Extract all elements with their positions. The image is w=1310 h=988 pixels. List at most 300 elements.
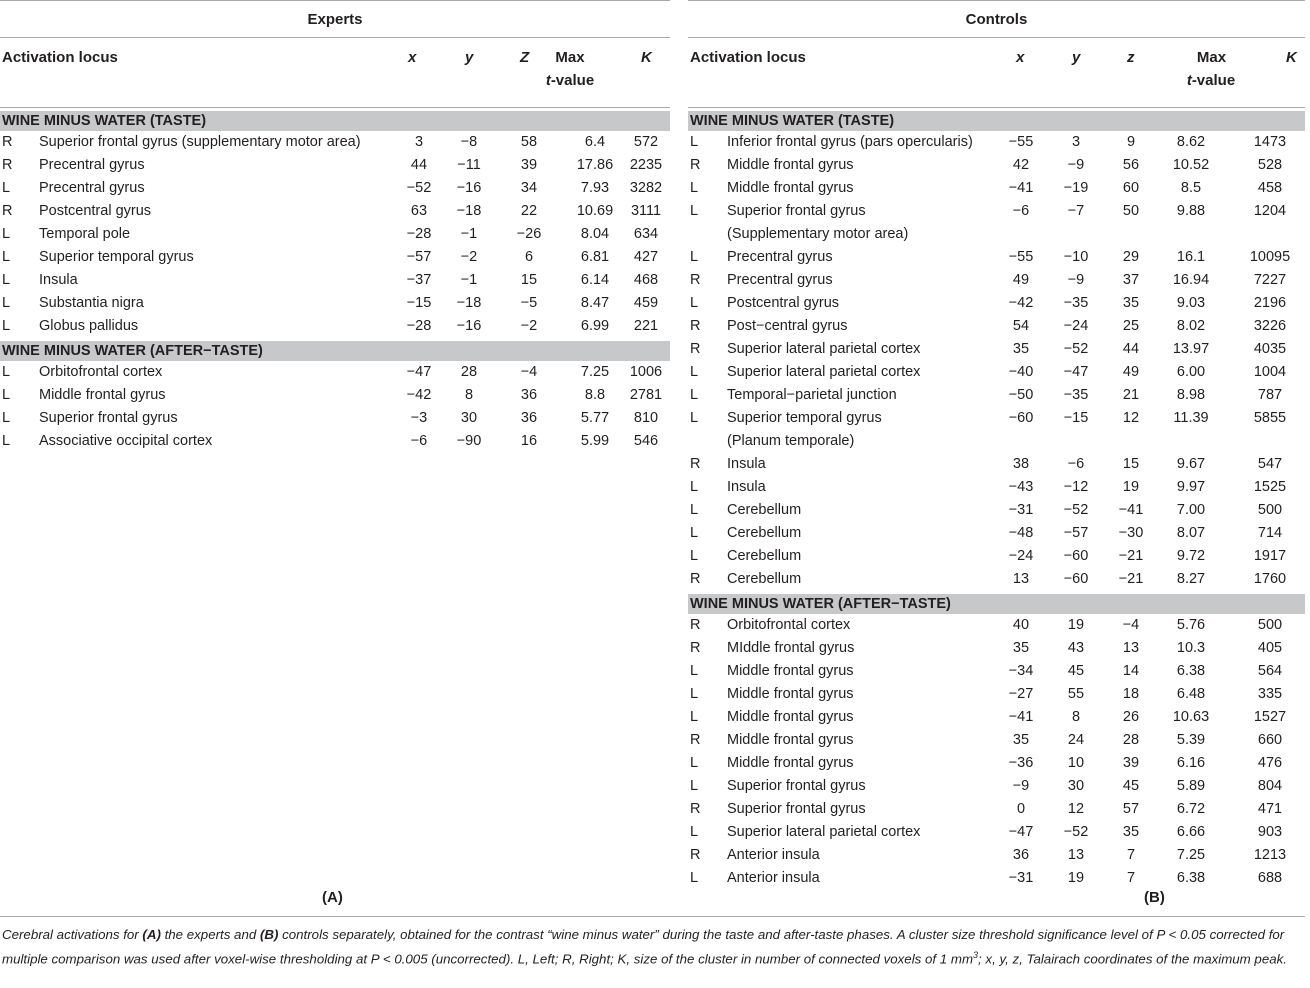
z-cell: 28 bbox=[1122, 732, 1140, 748]
max-t-cell: 5.39 bbox=[1176, 732, 1206, 748]
locus-cell: Middle frontal gyrus bbox=[727, 180, 854, 196]
x-cell: 54 bbox=[1012, 318, 1030, 334]
hemisphere-cell: L bbox=[2, 318, 11, 334]
y-cell: −90 bbox=[456, 433, 482, 449]
y-cell: −9 bbox=[1067, 157, 1085, 173]
y-cell: −47 bbox=[1063, 364, 1089, 380]
max-header: Max bbox=[1196, 49, 1227, 66]
table-row bbox=[0, 315, 670, 338]
controls-title: Controls bbox=[688, 0, 1305, 38]
x-cell: −9 bbox=[1012, 778, 1030, 794]
table-row bbox=[688, 476, 1305, 499]
z-cell: 25 bbox=[1122, 318, 1140, 334]
max-t-cell: 5.76 bbox=[1176, 617, 1206, 633]
hemisphere-cell: R bbox=[690, 272, 701, 288]
locus-cell: Insula bbox=[39, 272, 78, 288]
experts-panel bbox=[0, 0, 670, 906]
hemisphere-cell: L bbox=[2, 364, 11, 380]
hemisphere-cell: L bbox=[690, 709, 699, 725]
max-t-cell: 5.77 bbox=[580, 410, 610, 426]
table-row bbox=[0, 430, 670, 453]
k-cell: 3226 bbox=[1253, 318, 1287, 334]
table-row bbox=[688, 269, 1305, 292]
max-t-cell: 6.99 bbox=[580, 318, 610, 334]
max-t-cell: 10.63 bbox=[1172, 709, 1210, 725]
y-cell: −1 bbox=[460, 272, 478, 288]
locus-cell: Cerebellum bbox=[727, 525, 802, 541]
k-cell: 3282 bbox=[629, 180, 663, 196]
max-t-cell: 16.94 bbox=[1172, 272, 1210, 288]
k-cell: 1213 bbox=[1253, 847, 1287, 863]
table-row bbox=[688, 821, 1305, 844]
z-cell: 13 bbox=[1122, 640, 1140, 656]
max-t-cell: 6.00 bbox=[1176, 364, 1206, 380]
caption-text-2: the experts and bbox=[160, 927, 260, 942]
k-cell: 10095 bbox=[1249, 249, 1291, 265]
y-cell: 12 bbox=[1067, 801, 1085, 817]
table-row bbox=[0, 131, 670, 154]
max-t-cell: 8.62 bbox=[1176, 134, 1206, 150]
y-cell: −57 bbox=[1063, 525, 1089, 541]
y-cell: −6 bbox=[1067, 456, 1085, 472]
hemisphere-cell: L bbox=[2, 410, 11, 426]
hemisphere-cell: L bbox=[690, 525, 699, 541]
t-letter: t bbox=[545, 72, 551, 89]
k-cell: 546 bbox=[633, 433, 659, 449]
locus-cell: Anterior insula bbox=[727, 870, 820, 886]
locus-cell: Precentral gyrus bbox=[727, 249, 833, 265]
table-row bbox=[688, 706, 1305, 729]
z-cell: 26 bbox=[1122, 709, 1140, 725]
panel-label-b: (B) bbox=[1144, 889, 1165, 906]
k-cell: 1527 bbox=[1253, 709, 1287, 725]
table-row bbox=[688, 614, 1305, 637]
table-row bbox=[688, 683, 1305, 706]
hemisphere-cell: L bbox=[690, 410, 699, 426]
z-cell: 36 bbox=[520, 410, 538, 426]
x-cell: 36 bbox=[1012, 847, 1030, 863]
table-row bbox=[688, 177, 1305, 200]
y-cell: 10 bbox=[1067, 755, 1085, 771]
max-t-cell: 6.38 bbox=[1176, 663, 1206, 679]
hemisphere-cell: L bbox=[690, 502, 699, 518]
z-cell: −21 bbox=[1118, 548, 1144, 564]
x-cell: 38 bbox=[1012, 456, 1030, 472]
y-cell: −15 bbox=[1063, 410, 1089, 426]
z-cell: 58 bbox=[520, 134, 538, 150]
z-cell: −26 bbox=[516, 226, 542, 242]
table-row bbox=[0, 269, 670, 292]
hemisphere-cell: L bbox=[690, 387, 699, 403]
x-cell: −31 bbox=[1008, 870, 1034, 886]
x-cell: −36 bbox=[1008, 755, 1034, 771]
table-row bbox=[0, 292, 670, 315]
y-cell: −35 bbox=[1063, 387, 1089, 403]
max-t-cell: 8.02 bbox=[1176, 318, 1206, 334]
locus-cell: Superior temporal gyrus bbox=[39, 249, 194, 265]
x-cell: −42 bbox=[406, 387, 432, 403]
hemisphere-cell: L bbox=[690, 249, 699, 265]
k-cell: 547 bbox=[1257, 456, 1283, 472]
table-row bbox=[688, 200, 1305, 223]
max-t-cell: 6.16 bbox=[1176, 755, 1206, 771]
max-t-cell: 13.97 bbox=[1172, 341, 1210, 357]
caption-superscript: 3 bbox=[973, 950, 979, 960]
x-cell: 0 bbox=[1016, 801, 1026, 817]
hemisphere-cell: L bbox=[690, 364, 699, 380]
max-t-cell: 8.47 bbox=[580, 295, 610, 311]
z-cell: 45 bbox=[1122, 778, 1140, 794]
z-cell: 18 bbox=[1122, 686, 1140, 702]
x-cell: −47 bbox=[1008, 824, 1034, 840]
z-cell: 56 bbox=[1122, 157, 1140, 173]
k-cell: 572 bbox=[633, 134, 659, 150]
x-cell: −41 bbox=[1008, 180, 1034, 196]
x-cell: 40 bbox=[1012, 617, 1030, 633]
y-cell: −8 bbox=[460, 134, 478, 150]
locus-cell: Precentral gyrus bbox=[39, 157, 145, 173]
caption-divider bbox=[0, 916, 1305, 917]
k-cell: 660 bbox=[1257, 732, 1283, 748]
locus-cell: Superior temporal gyrus bbox=[727, 410, 882, 426]
z-cell: 57 bbox=[1122, 801, 1140, 817]
caption-text-4: ; x, y, z, Talairach coordinates of the maximum peak. bbox=[978, 951, 1287, 967]
locus-cell: Post−central gyrus bbox=[727, 318, 848, 334]
table-row bbox=[688, 867, 1305, 890]
locus-cell: Temporal pole bbox=[39, 226, 131, 242]
locus-cell: Orbitofrontal cortex bbox=[727, 617, 851, 633]
k-cell: 1760 bbox=[1253, 571, 1287, 587]
k-cell: 335 bbox=[1257, 686, 1283, 702]
k-cell: 1006 bbox=[629, 364, 663, 380]
hemisphere-cell: R bbox=[2, 203, 13, 219]
max-t-cell: 6.48 bbox=[1176, 686, 1206, 702]
table-row bbox=[688, 384, 1305, 407]
y-cell: 28 bbox=[460, 364, 478, 380]
x-header: x bbox=[1016, 49, 1025, 66]
table-row bbox=[688, 660, 1305, 683]
max-t-cell: 9.03 bbox=[1176, 295, 1206, 311]
x-cell: −42 bbox=[1008, 295, 1034, 311]
z-cell: −4 bbox=[1122, 617, 1140, 633]
locus-cell: Superior lateral parietal cortex bbox=[727, 824, 921, 840]
locus-cell: Middle frontal gyrus bbox=[727, 732, 854, 748]
table-row bbox=[0, 246, 670, 269]
x-cell: −3 bbox=[410, 410, 428, 426]
table-caption bbox=[2, 924, 1304, 969]
z-cell: 29 bbox=[1122, 249, 1140, 265]
x-cell: −15 bbox=[406, 295, 432, 311]
max-header: Max bbox=[555, 49, 585, 66]
y-cell: 30 bbox=[460, 410, 478, 426]
k-cell: 458 bbox=[1257, 180, 1283, 196]
table-row bbox=[0, 177, 670, 200]
k-cell: 804 bbox=[1257, 778, 1283, 794]
z-cell: 9 bbox=[1126, 134, 1136, 150]
section-header: WINE MINUS WATER (TASTE) bbox=[0, 111, 670, 131]
table-row bbox=[688, 637, 1305, 660]
y-cell: −52 bbox=[1063, 341, 1089, 357]
z-cell: 50 bbox=[1122, 203, 1140, 219]
table-row bbox=[688, 315, 1305, 338]
hemisphere-cell: R bbox=[2, 134, 13, 150]
max-t-cell: 6.4 bbox=[584, 134, 606, 150]
z-cell: 7 bbox=[1126, 847, 1136, 863]
k-cell: 500 bbox=[1257, 502, 1283, 518]
hemisphere-cell: R bbox=[690, 640, 701, 656]
controls-header bbox=[688, 38, 1305, 108]
y-cell: 8 bbox=[1071, 709, 1081, 725]
y-cell: −12 bbox=[1063, 479, 1089, 495]
z-cell: 15 bbox=[520, 272, 538, 288]
caption-text-3: controls separately, obtained for the contrast “wine minus water” during the taste and after-taste phases. A cluster size threshold significance level of P < 0.05 corrected for multiple comparison was used after voxel-wise thresholding at P < 0.005 (uncorrected). L, Left; R, Right; K, size of the cluster in number of connected voxels of 1 mm bbox=[2, 927, 1285, 967]
table-row bbox=[688, 499, 1305, 522]
table-row bbox=[688, 292, 1305, 315]
experts-body bbox=[0, 111, 670, 453]
hemisphere-cell: R bbox=[690, 571, 701, 587]
k-cell: 1917 bbox=[1253, 548, 1287, 564]
max-t-cell: 8.07 bbox=[1176, 525, 1206, 541]
z-cell: 7 bbox=[1126, 870, 1136, 886]
max-t-cell: 10.52 bbox=[1172, 157, 1210, 173]
table-row bbox=[688, 407, 1305, 430]
locus-cell: Insula bbox=[727, 479, 766, 495]
locus-cell: Middle frontal gyrus bbox=[727, 157, 854, 173]
k-cell: 7227 bbox=[1253, 272, 1287, 288]
x-cell: 63 bbox=[410, 203, 428, 219]
k-cell: 459 bbox=[633, 295, 659, 311]
x-cell: 13 bbox=[1012, 571, 1030, 587]
x-header: x bbox=[408, 49, 417, 66]
locus-cell: (Planum temporale) bbox=[727, 433, 855, 449]
locus-cell: Orbitofrontal cortex bbox=[39, 364, 163, 380]
x-cell: −24 bbox=[1008, 548, 1034, 564]
table-row bbox=[0, 223, 670, 246]
z-cell: 35 bbox=[1122, 295, 1140, 311]
locus-cell: (Supplementary motor area) bbox=[727, 226, 909, 242]
hemisphere-cell: L bbox=[2, 272, 11, 288]
max-t-cell: 6.81 bbox=[580, 249, 610, 265]
table-row bbox=[688, 522, 1305, 545]
y-cell: −2 bbox=[460, 249, 478, 265]
k-cell: 714 bbox=[1257, 525, 1283, 541]
x-cell: −37 bbox=[406, 272, 432, 288]
hemisphere-cell: R bbox=[690, 456, 701, 472]
z-cell: 35 bbox=[1122, 824, 1140, 840]
locus-cell: Anterior insula bbox=[727, 847, 820, 863]
hemisphere-cell: L bbox=[690, 134, 699, 150]
k-cell: 476 bbox=[1257, 755, 1283, 771]
experts-title: Experts bbox=[0, 0, 670, 38]
y-cell: −52 bbox=[1063, 502, 1089, 518]
y-cell: 19 bbox=[1067, 617, 1085, 633]
table-row bbox=[688, 131, 1305, 154]
y-header: y bbox=[1072, 49, 1081, 66]
locus-cell: Middle frontal gyrus bbox=[727, 709, 854, 725]
k-cell: 1525 bbox=[1253, 479, 1287, 495]
max-t-cell: 8.27 bbox=[1176, 571, 1206, 587]
table-row bbox=[688, 775, 1305, 798]
locus-header: Activation locus bbox=[690, 49, 806, 66]
value-suffix: -value bbox=[1191, 72, 1236, 89]
x-cell: −34 bbox=[1008, 663, 1034, 679]
hemisphere-cell: R bbox=[690, 847, 701, 863]
y-cell: −11 bbox=[457, 157, 481, 173]
y-cell: 19 bbox=[1067, 870, 1085, 886]
z-cell: 39 bbox=[1122, 755, 1140, 771]
max-t-cell: 16.1 bbox=[1176, 249, 1206, 265]
caption-text-1: Cerebral activations for bbox=[2, 927, 143, 942]
y-cell: −16 bbox=[456, 180, 482, 196]
y-cell: −35 bbox=[1063, 295, 1089, 311]
max-t-cell: 8.5 bbox=[1180, 180, 1202, 196]
locus-cell: Middle frontal gyrus bbox=[39, 387, 166, 403]
table-row bbox=[688, 729, 1305, 752]
x-cell: −43 bbox=[1008, 479, 1034, 495]
z-cell: −4 bbox=[520, 364, 538, 380]
locus-cell: Precentral gyrus bbox=[39, 180, 145, 196]
x-cell: −50 bbox=[1008, 387, 1034, 403]
table-row bbox=[688, 545, 1305, 568]
max-t-cell: 9.88 bbox=[1176, 203, 1206, 219]
locus-cell: Associative occipital cortex bbox=[39, 433, 213, 449]
y-cell: −7 bbox=[1067, 203, 1085, 219]
k-cell: 221 bbox=[633, 318, 659, 334]
k-cell: 2235 bbox=[629, 157, 663, 173]
table-row bbox=[688, 568, 1305, 591]
table-row bbox=[0, 384, 670, 407]
locus-cell: Superior lateral parietal cortex bbox=[727, 341, 921, 357]
y-cell: 24 bbox=[1067, 732, 1085, 748]
table-row bbox=[688, 430, 1305, 453]
max-t-cell: 8.8 bbox=[584, 387, 606, 403]
z-cell: −41 bbox=[1118, 502, 1144, 518]
y-header: y bbox=[465, 49, 474, 66]
z-cell: 14 bbox=[1122, 663, 1140, 679]
x-cell: −47 bbox=[406, 364, 432, 380]
x-cell: 44 bbox=[410, 157, 428, 173]
z-cell: 19 bbox=[1122, 479, 1140, 495]
locus-cell: Superior frontal gyrus bbox=[727, 778, 866, 794]
hemisphere-cell: L bbox=[2, 433, 11, 449]
hemisphere-cell: L bbox=[2, 180, 11, 196]
k-cell: 1204 bbox=[1253, 203, 1287, 219]
x-cell: −55 bbox=[1008, 249, 1034, 265]
hemisphere-cell: L bbox=[2, 226, 11, 242]
hemisphere-cell: R bbox=[690, 341, 701, 357]
locus-cell: Precentral gyrus bbox=[727, 272, 833, 288]
table-row bbox=[0, 200, 670, 223]
table-row bbox=[688, 246, 1305, 269]
z-cell: −2 bbox=[520, 318, 538, 334]
z-cell: 36 bbox=[520, 387, 538, 403]
z-cell: −21 bbox=[1118, 571, 1144, 587]
table-row bbox=[688, 798, 1305, 821]
k-cell: 2781 bbox=[629, 387, 663, 403]
z-cell: 44 bbox=[1122, 341, 1140, 357]
y-cell: −24 bbox=[1063, 318, 1089, 334]
locus-cell: Temporal−parietal junction bbox=[727, 387, 897, 403]
table-row bbox=[688, 338, 1305, 361]
k-cell: 471 bbox=[1257, 801, 1283, 817]
y-cell: −10 bbox=[1063, 249, 1089, 265]
hemisphere-cell: L bbox=[690, 203, 699, 219]
k-cell: 3111 bbox=[630, 203, 662, 219]
locus-cell: Cerebellum bbox=[727, 571, 802, 587]
max-t-cell: 6.14 bbox=[580, 272, 610, 288]
hemisphere-cell: L bbox=[690, 755, 699, 771]
k-cell: 500 bbox=[1257, 617, 1283, 633]
z-cell: 21 bbox=[1122, 387, 1140, 403]
k-cell: 1473 bbox=[1253, 134, 1287, 150]
max-t-cell: 9.72 bbox=[1176, 548, 1206, 564]
z-cell: 12 bbox=[1122, 410, 1140, 426]
k-cell: 2196 bbox=[1253, 295, 1287, 311]
hemisphere-cell: R bbox=[690, 732, 701, 748]
table-row bbox=[688, 223, 1305, 246]
max-t-cell: 5.89 bbox=[1176, 778, 1206, 794]
locus-cell: Superior frontal gyrus bbox=[39, 410, 178, 426]
x-cell: −28 bbox=[406, 318, 432, 334]
locus-cell: Insula bbox=[727, 456, 766, 472]
k-cell: 903 bbox=[1257, 824, 1283, 840]
z-cell: 22 bbox=[520, 203, 538, 219]
max-t-cell: 9.67 bbox=[1176, 456, 1206, 472]
table-row bbox=[688, 453, 1305, 476]
locus-cell: Substantia nigra bbox=[39, 295, 144, 311]
k-cell: 787 bbox=[1257, 387, 1283, 403]
y-cell: 45 bbox=[1067, 663, 1085, 679]
x-cell: 35 bbox=[1012, 640, 1030, 656]
caption-bold-b: (B) bbox=[259, 927, 279, 942]
x-cell: 3 bbox=[414, 134, 424, 150]
locus-cell: Superior frontal gyrus bbox=[727, 203, 866, 219]
x-cell: 35 bbox=[1012, 341, 1030, 357]
y-cell: −52 bbox=[1063, 824, 1089, 840]
k-cell: 468 bbox=[633, 272, 659, 288]
hemisphere-cell: L bbox=[2, 387, 11, 403]
k-cell: 810 bbox=[633, 410, 659, 426]
z-cell: 37 bbox=[1122, 272, 1140, 288]
max-t-cell: 7.00 bbox=[1176, 502, 1206, 518]
section-header: WINE MINUS WATER (TASTE) bbox=[688, 111, 1305, 131]
max-t-cell: 10.69 bbox=[576, 203, 614, 219]
z-cell: −5 bbox=[520, 295, 538, 311]
table-row bbox=[688, 154, 1305, 177]
locus-cell: Cerebellum bbox=[727, 548, 802, 564]
max-t-cell: 6.72 bbox=[1176, 801, 1206, 817]
max-t-cell: 7.93 bbox=[580, 180, 610, 196]
x-cell: −31 bbox=[1008, 502, 1034, 518]
x-cell: −6 bbox=[1012, 203, 1030, 219]
t-value-header bbox=[1171, 69, 1251, 92]
max-t-cell: 6.66 bbox=[1176, 824, 1206, 840]
z-cell: −30 bbox=[1118, 525, 1144, 541]
hemisphere-cell: L bbox=[690, 686, 699, 702]
x-cell: −48 bbox=[1008, 525, 1034, 541]
table-row bbox=[688, 752, 1305, 775]
max-t-cell: 6.38 bbox=[1176, 870, 1206, 886]
k-cell: 427 bbox=[633, 249, 659, 265]
hemisphere-cell: L bbox=[2, 249, 11, 265]
hemisphere-cell: L bbox=[690, 180, 699, 196]
x-cell: −41 bbox=[1008, 709, 1034, 725]
z-cell: 16 bbox=[520, 433, 538, 449]
y-cell: 55 bbox=[1067, 686, 1085, 702]
table-row bbox=[0, 361, 670, 384]
z-cell: 6 bbox=[524, 249, 534, 265]
table-row bbox=[0, 407, 670, 430]
